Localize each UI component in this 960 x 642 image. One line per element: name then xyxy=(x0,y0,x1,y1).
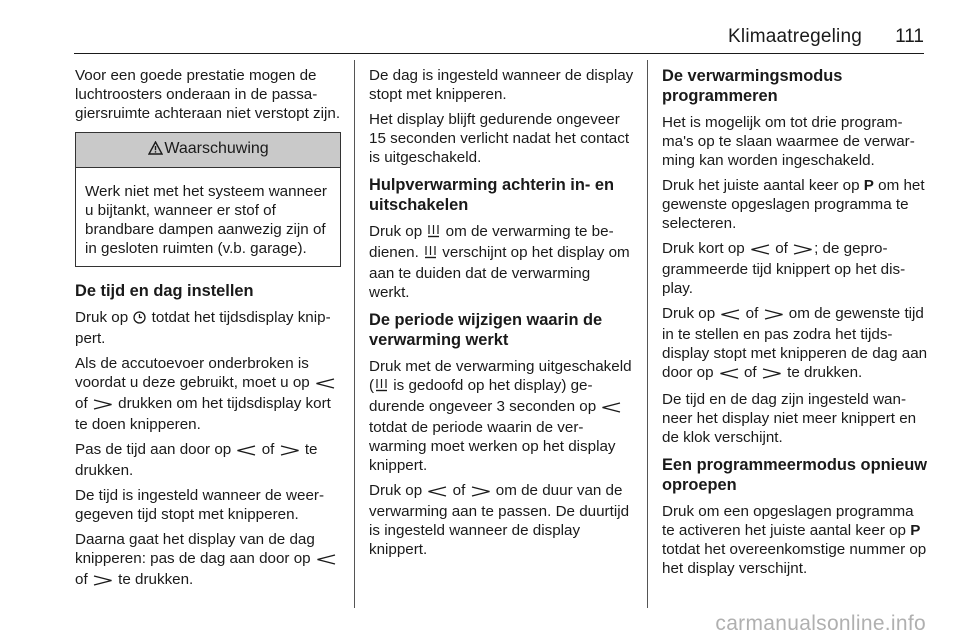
paragraph: Het is mogelijk om tot drie programma's op te slaan waarmee de verwarming kan worden ingeschakeld. xyxy=(662,114,915,169)
text: Daarna gaat het display van de dag knipperen: pas de dag aan door op xyxy=(75,531,315,567)
warning-header xyxy=(76,133,340,168)
paragraph: De tijd is ingesteld wanneer de weergegeven tijd stopt met knipperen. xyxy=(75,487,325,523)
heater-icon xyxy=(424,245,437,264)
text: Druk het juiste aantal keer op xyxy=(662,177,860,194)
paragraph xyxy=(369,481,634,559)
warning-title: Waarschuwing xyxy=(164,140,269,157)
right-arrow-icon xyxy=(764,306,784,325)
section-heading: De verwarmingsmodus programmeren xyxy=(662,67,843,105)
right-arrow-icon xyxy=(793,241,813,260)
p-key-label: P xyxy=(910,522,921,539)
paragraph xyxy=(75,530,341,591)
column-2 xyxy=(369,66,634,565)
text: te drukken. xyxy=(75,441,318,479)
left-arrow-icon xyxy=(719,365,739,384)
right-arrow-icon xyxy=(93,572,113,591)
left-arrow-icon xyxy=(720,306,740,325)
text: ; de geprogrammeerde tijd knippert op het display. xyxy=(662,240,906,297)
heater-icon xyxy=(375,378,388,397)
text: Druk om een opgeslagen programma te activeren het juiste aantal keer op xyxy=(662,503,914,539)
section-heading: De tijd en dag instellen xyxy=(75,282,254,300)
text: Druk op xyxy=(662,305,716,322)
column-divider xyxy=(354,60,355,608)
paragraph xyxy=(662,502,928,578)
text: of xyxy=(452,482,466,499)
text: of xyxy=(75,395,88,412)
paragraph: De dag is ingesteld wanneer de display stopt met knipperen. xyxy=(369,67,634,103)
column-3 xyxy=(662,66,928,584)
paragraph xyxy=(662,176,928,233)
paragraph: Voor een goede prestatie mogen de luchtroosters onderaan in de passagiersruimte achteraan niet verstopt zijn. xyxy=(75,67,341,122)
paragraph: Het display blijft gedurende ongeveer 15 seconden verlicht nadat het contact is uitgeschakeld. xyxy=(369,111,630,166)
text: totdat het tijdsdisplay knippert. xyxy=(75,309,331,347)
section-heading: Hulpverwarming achterin in- en uitschakelen xyxy=(369,176,614,214)
text: om de duur van de verwarming aan te passen. De duurtijd is ingesteld wanneer de display knippert. xyxy=(369,482,630,558)
column-1 xyxy=(75,66,341,597)
text: te drukken. xyxy=(118,571,194,588)
clock-icon xyxy=(133,310,146,329)
text: of xyxy=(775,240,788,257)
text: totdat het overeenkomstige nummer op het display verschijnt. xyxy=(662,541,927,577)
text: om het gewenste opgeslagen programma te selecteren. xyxy=(662,177,925,232)
right-arrow-icon xyxy=(471,483,491,502)
left-arrow-icon xyxy=(315,375,335,394)
paragraph xyxy=(75,308,341,348)
header-title: Klimaatregeling xyxy=(728,26,862,47)
p-key-label: P xyxy=(863,177,874,194)
text: Druk op xyxy=(75,309,129,326)
text: drukken om het tijdsdisplay kort te doen knipperen. xyxy=(75,395,331,433)
text: te drukken. xyxy=(787,364,863,381)
left-arrow-icon xyxy=(427,483,447,502)
text: om de gewenste tijd in te stellen en pas zodra het tijdsdisplay stopt met knipperen de dag aan door op xyxy=(662,305,928,381)
left-arrow-icon xyxy=(601,399,621,418)
heater-icon xyxy=(427,224,440,243)
section-heading: Een programmeermodus opnieuw oproepen xyxy=(662,456,928,494)
paragraph xyxy=(369,357,634,475)
paragraph xyxy=(75,354,341,434)
text: om de verwarming te bedienen. xyxy=(369,223,614,261)
warning-body: Werk niet met het systeem wanneer u bijtankt, wanneer er stof of brandbare dampen aanwezig zijn of in gesloten ruimten (v.b. garage). xyxy=(85,183,327,257)
page-number: 111 xyxy=(895,26,924,47)
text: Als de accutoevoer onderbroken is voordat u deze gebruikt, moet u op xyxy=(75,355,310,391)
text: Druk op xyxy=(369,482,423,499)
warning-triangle-icon xyxy=(148,141,163,160)
watermark: carmanualsonline.info xyxy=(715,612,926,635)
text: verschijnt op het display om aan te duiden dat de verwarming werkt. xyxy=(369,244,630,301)
text: of xyxy=(261,441,275,458)
right-arrow-icon xyxy=(280,442,300,461)
column-divider xyxy=(647,60,648,608)
text: of xyxy=(745,305,759,322)
text: is gedoofd op het display) gedurende ongeveer 3 seconden op xyxy=(369,377,597,415)
text: of xyxy=(75,571,88,588)
warning-box xyxy=(75,132,341,267)
paragraph xyxy=(662,239,928,298)
right-arrow-icon xyxy=(762,365,782,384)
left-arrow-icon xyxy=(750,241,770,260)
text: totdat de periode waarin de verwarming moet werken op het display knippert. xyxy=(369,419,616,474)
right-arrow-icon xyxy=(93,396,113,415)
text: Pas de tijd aan door op xyxy=(75,441,232,458)
page-header xyxy=(0,0,960,60)
text: of xyxy=(743,364,757,381)
left-arrow-icon xyxy=(316,551,336,570)
text: Druk met de verwarming uitgeschakeld ( xyxy=(369,358,632,394)
paragraph xyxy=(662,304,928,384)
header-rule xyxy=(74,53,924,54)
text: Druk op xyxy=(369,223,423,240)
text: Druk kort op xyxy=(662,240,745,257)
paragraph: De tijd en de dag zijn ingesteld wanneer het display niet meer knippert en de klok verschijnt. xyxy=(662,391,917,446)
section-heading: De periode wijzigen waarin de verwarming werkt xyxy=(369,311,603,349)
left-arrow-icon xyxy=(236,442,256,461)
paragraph xyxy=(369,222,634,302)
paragraph xyxy=(75,440,341,480)
